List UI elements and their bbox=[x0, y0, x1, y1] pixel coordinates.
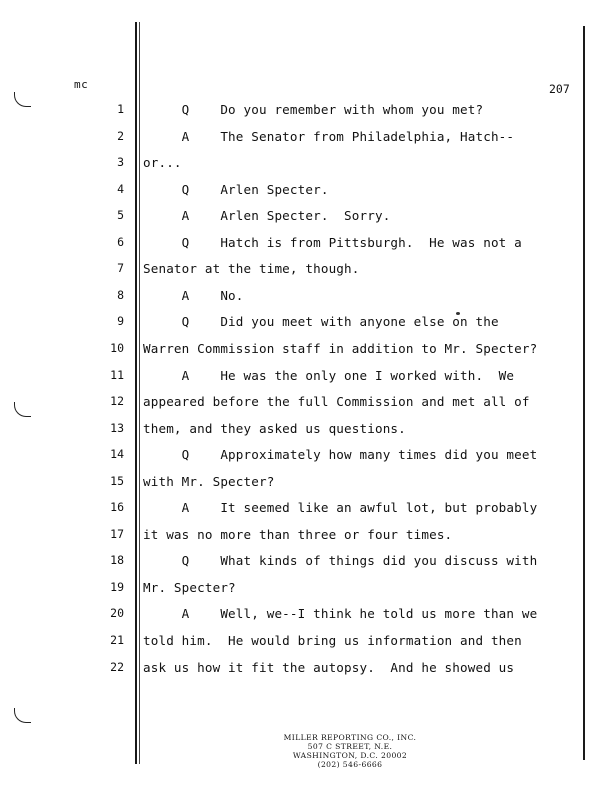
transcript-line bbox=[0, 102, 612, 122]
transcript-line bbox=[0, 129, 612, 149]
line-text: them, and they asked us questions. bbox=[143, 420, 406, 436]
line-text: Q Do you remember with whom you met? bbox=[143, 102, 484, 117]
line-text: A It seemed like an awful lot, but probably bbox=[143, 500, 538, 516]
page-number: 207 bbox=[549, 82, 570, 96]
transcript-line bbox=[0, 288, 612, 308]
reporter-initials: mc bbox=[74, 78, 89, 91]
transcript-line bbox=[0, 553, 612, 573]
transcript-line bbox=[0, 155, 612, 175]
line-number: 6 bbox=[117, 234, 124, 249]
line-text: Q Approximately how many times did you meet bbox=[143, 447, 538, 463]
line-text: ask us how it fit the autopsy. And he showed us bbox=[143, 659, 515, 675]
line-number: 15 bbox=[110, 473, 124, 488]
transcript-line bbox=[0, 341, 612, 361]
line-text: appeared before the full Commission and met all of bbox=[143, 394, 530, 410]
line-number: 3 bbox=[117, 155, 124, 170]
reporter-footer bbox=[200, 733, 500, 769]
line-text: Q Arlen Specter. bbox=[143, 181, 329, 197]
line-number: 14 bbox=[110, 447, 124, 462]
line-number: 5 bbox=[117, 208, 124, 223]
line-text: or... bbox=[143, 155, 182, 171]
line-number: 17 bbox=[110, 526, 124, 541]
line-number: 12 bbox=[110, 394, 124, 409]
line-text: Q Did you meet with anyone else on the bbox=[143, 314, 499, 330]
line-number: 13 bbox=[110, 420, 124, 435]
line-text: Warren Commission staff in addition to Mr. Specter? bbox=[143, 340, 538, 356]
transcript-line bbox=[0, 314, 612, 334]
transcript-line bbox=[0, 606, 612, 626]
line-text: Q What kinds of things did you discuss with bbox=[143, 553, 538, 569]
line-number: 2 bbox=[117, 128, 124, 143]
footer-phone: (202) 546-6666 bbox=[317, 760, 383, 769]
line-number: 21 bbox=[110, 633, 124, 647]
line-text: A Well, we--I think he told us more than we bbox=[143, 606, 538, 622]
line-number: 1 bbox=[117, 102, 124, 116]
transcript-line bbox=[0, 394, 612, 414]
transcript-line bbox=[0, 580, 612, 600]
transcript-line bbox=[0, 421, 612, 441]
line-text: A Arlen Specter. Sorry. bbox=[143, 208, 391, 224]
line-text: A He was the only one I worked with. We bbox=[143, 367, 515, 383]
transcript-line bbox=[0, 235, 612, 255]
punch-hole-mark bbox=[14, 708, 31, 723]
line-number: 16 bbox=[110, 500, 124, 515]
line-number: 22 bbox=[110, 659, 124, 674]
transcript-line bbox=[0, 368, 612, 388]
line-text: told him. He would bring us information and then bbox=[143, 633, 522, 648]
footer-company: MILLER REPORTING CO., INC. bbox=[283, 733, 417, 742]
footer-street: 507 C STREET, N.E. bbox=[307, 742, 393, 751]
transcript-line bbox=[0, 527, 612, 547]
transcript-line bbox=[0, 500, 612, 520]
line-number: 11 bbox=[110, 367, 124, 382]
footer-city: WASHINGTON, D.C. 20002 bbox=[292, 751, 408, 760]
line-number: 9 bbox=[117, 314, 124, 329]
line-number: 18 bbox=[110, 553, 124, 568]
line-text: A The Senator from Philadelphia, Hatch-- bbox=[143, 128, 515, 144]
line-text: with Mr. Specter? bbox=[143, 473, 275, 489]
transcript-line bbox=[0, 474, 612, 494]
line-number: 20 bbox=[110, 606, 124, 621]
transcript-line bbox=[0, 182, 612, 202]
line-number: 8 bbox=[117, 287, 124, 302]
transcript-line bbox=[0, 447, 612, 467]
line-number: 10 bbox=[110, 340, 124, 355]
line-text: it was no more than three or four times. bbox=[143, 526, 453, 542]
transcript-line bbox=[0, 660, 612, 680]
transcript-line bbox=[0, 208, 612, 228]
line-text: Mr. Specter? bbox=[143, 579, 236, 595]
transcript-line bbox=[0, 633, 612, 653]
line-number: 7 bbox=[117, 261, 124, 276]
line-text: A No. bbox=[143, 287, 244, 303]
line-text: Q Hatch is from Pittsburgh. He was not a bbox=[143, 234, 522, 250]
line-number: 19 bbox=[110, 579, 124, 594]
transcript-line bbox=[0, 261, 612, 281]
line-text: Senator at the time, though. bbox=[143, 261, 360, 277]
line-number: 4 bbox=[117, 181, 124, 196]
